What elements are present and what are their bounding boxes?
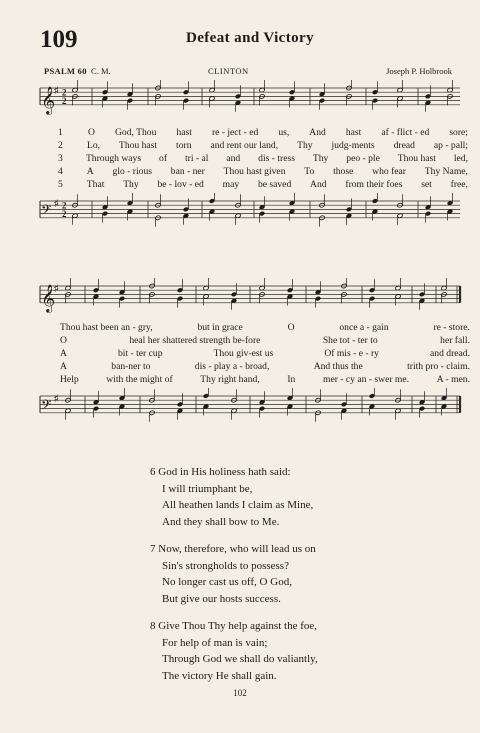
lyric-syllable: Thou giv-est us [213, 348, 274, 359]
verse-line-tail [60, 321, 470, 334]
lyric-syllable: her fall. [440, 335, 470, 346]
lyric-syllable: and dread. [430, 348, 470, 359]
time-signature-icon: 2 [62, 96, 67, 106]
stanza-line [150, 651, 318, 668]
time-signature-icon: 2 [62, 200, 67, 211]
lyric-syllable: bit - ter cup [118, 348, 163, 359]
notes [72, 193, 453, 227]
sharp-icon: ♯ [54, 198, 59, 208]
verse-line-1 [58, 126, 468, 139]
hymn-title: Defeat and Victory [185, 30, 314, 46]
lyric-syllable: Through ways [85, 153, 142, 164]
meter: C. M. [91, 66, 111, 76]
verse-number: 1 [58, 127, 63, 138]
verse-line-tail [60, 334, 470, 347]
verse-block-2 [60, 321, 470, 386]
page-number: 102 [233, 688, 247, 698]
music-staff-bass-2 [0, 388, 480, 434]
stanza-line [150, 635, 318, 652]
lyric-syllable: dis - tress [258, 153, 295, 164]
lyric-syllable: and [226, 153, 241, 164]
lyric-syllable: She tot - ter to [322, 335, 378, 346]
lyric-syllable: Thou hast [118, 140, 158, 151]
stanza-line [150, 464, 313, 481]
lyric-syllable: torn [176, 140, 192, 151]
lyric-syllable: Thou hast [397, 153, 436, 164]
lyric-syllable: of [159, 153, 168, 164]
verse-line-tail [60, 373, 470, 386]
lyric-syllable: and rent our land, [210, 140, 279, 151]
verse-block-1 [58, 126, 468, 191]
lyric-syllable: us, [278, 127, 290, 138]
verse-line-2 [58, 139, 468, 152]
lyric-syllable: A - men. [436, 374, 470, 385]
time-signature-icon: 2 [62, 209, 67, 219]
stanza-text: God in His holiness hath said: [158, 466, 291, 478]
sharp-icon: ♯ [54, 393, 59, 403]
music-staff-treble-1 [0, 80, 480, 126]
stanza-text: The victory He shall gain. [162, 669, 277, 682]
treble-clef-icon: 𝄞 [41, 85, 56, 114]
lyric-syllable: Help [60, 374, 79, 385]
lyric-syllable: Of mis - e - ry [324, 348, 379, 359]
lyric-syllable: Thou hast been an - gry, [60, 322, 153, 333]
lyric-syllable: re - store. [433, 322, 470, 333]
verse-number: 2 [58, 140, 63, 151]
stanza-text: All heathen lands I claim as Mine, [162, 499, 314, 511]
verse-line-4 [58, 165, 468, 178]
stanza-line [150, 514, 313, 531]
psalm-reference: PSALM 60 [44, 66, 87, 76]
lyric-syllable: And [309, 127, 326, 138]
stanza-line [150, 541, 316, 558]
music-staff-treble-2 [0, 278, 480, 324]
lyric-syllable: A [60, 361, 67, 372]
lyric-syllable: led, [453, 153, 468, 164]
stanza-text: But give our hosts success. [162, 592, 281, 605]
notes [65, 388, 447, 422]
stanza-line [150, 591, 316, 608]
stanza-line [150, 618, 318, 635]
lyric-syllable: Thou hast given [223, 166, 286, 177]
stanza-line [150, 497, 313, 514]
lyric-syllable: sore; [449, 127, 468, 138]
lyric-syllable: set [421, 179, 432, 190]
stanza-7 [150, 541, 316, 607]
lyric-syllable: And thus the [313, 361, 363, 372]
lyric-syllable: af - flict - ed [381, 127, 430, 138]
lyric-syllable: In [287, 374, 296, 385]
lyric-syllable: heal her shattered strength be-fore [129, 335, 261, 346]
verse-number: 5 [58, 179, 63, 190]
hymn-number: 109 [40, 26, 78, 53]
lyric-syllable: ban - ner [170, 166, 205, 177]
verse-line-tail [60, 360, 470, 373]
lyric-syllable: O [287, 322, 295, 333]
lyric-syllable: glo - rious [112, 166, 152, 177]
lyric-syllable: Thy Name, [424, 166, 468, 177]
lyric-syllable: who fear [372, 166, 406, 177]
lyric-syllable: O [88, 127, 95, 138]
verse-number: 3 [58, 153, 63, 164]
stanza-line [150, 668, 318, 685]
stanza-8 [150, 618, 318, 684]
notes [65, 278, 447, 310]
lyric-syllable: That [86, 179, 105, 190]
treble-clef-icon: 𝄞 [41, 283, 56, 312]
lyric-syllable: with the might of [106, 374, 173, 385]
stanza-text: Give Thou Thy help against the foe, [158, 620, 318, 632]
stanza-text: Through God we shall do valiantly, [162, 653, 318, 665]
lyric-syllable: those [333, 166, 354, 177]
lyric-syllable: To [304, 166, 315, 177]
lyric-syllable: peo - ple [346, 153, 380, 164]
lyric-syllable: from their foes [345, 179, 403, 190]
hymn-meta [44, 66, 452, 76]
music-staff-bass-1 [0, 193, 480, 239]
lyric-syllable: A [60, 348, 67, 359]
lyric-syllable: hast [345, 127, 362, 138]
lyric-syllable: be - lov - ed [157, 179, 204, 190]
lyric-syllable: dread [393, 140, 415, 151]
lyric-syllable: be saved [257, 179, 292, 190]
lyric-syllable: but in grace [197, 322, 243, 333]
lyric-syllable: Thy [297, 140, 313, 151]
time-signature-icon: 2 [62, 87, 67, 98]
lyric-syllable: hast [176, 127, 192, 138]
composer: Joseph P. Holbrook [386, 66, 452, 76]
lyric-syllable: once a - gain [339, 322, 389, 333]
stanza-text: I will triumphant be, [162, 482, 253, 495]
stanza-text: And they shall bow to Me. [162, 515, 280, 528]
lyric-syllable: free, [450, 179, 468, 190]
lyric-syllable: mer - cy an - swer me. [323, 374, 410, 385]
stanza-text: No longer cast us off, O God, [162, 576, 292, 588]
psalm-meter [44, 66, 111, 76]
lyric-syllable: re - ject - ed [211, 127, 259, 138]
lyric-syllable: God, Thou [115, 127, 157, 138]
verse-number: 4 [58, 166, 63, 177]
stanza-text: Now, therefore, who will lead us on [158, 543, 316, 555]
bass-clef-icon: 𝄢 [41, 201, 52, 221]
stanza-line [150, 481, 313, 498]
stanza-text: For help of man is vain; [162, 636, 268, 649]
lyric-syllable: And [310, 179, 327, 190]
lyric-syllable: ban-ner to [111, 361, 151, 372]
lyric-syllable: A [86, 166, 94, 177]
stanza-text: Sin's strongholds to possess? [162, 559, 289, 572]
sharp-icon: ♯ [54, 85, 59, 95]
lyric-syllable: Thy [123, 179, 139, 190]
stanza-number: 8 [150, 620, 159, 632]
verse-line-tail [60, 347, 470, 360]
lyric-syllable: Lo, [86, 140, 101, 151]
stanza-line [150, 558, 316, 575]
tune-name: CLINTON [208, 66, 249, 76]
stanza-number: 7 [150, 543, 159, 555]
notes [72, 80, 453, 112]
lyric-syllable: Thy right hand, [200, 374, 260, 385]
stanza-line [150, 574, 316, 591]
lyric-syllable: ap - pall; [433, 140, 468, 151]
lyric-syllable: dis - play a - broad, [194, 361, 270, 372]
sharp-icon: ♯ [54, 283, 59, 293]
stanza-number: 6 [150, 466, 159, 478]
bass-clef-icon: 𝄢 [41, 396, 52, 416]
lyric-syllable: tri - al [184, 153, 209, 164]
lyric-syllable: Thy [312, 153, 329, 164]
stanza-6 [150, 464, 313, 530]
lyric-syllable: trith pro - claim. [407, 361, 470, 372]
verse-line-5 [58, 178, 468, 191]
lyric-syllable: O [60, 335, 67, 346]
lyric-syllable: may [222, 179, 240, 190]
lyric-syllable: judg-ments [331, 140, 375, 151]
verse-line-3 [58, 152, 468, 165]
